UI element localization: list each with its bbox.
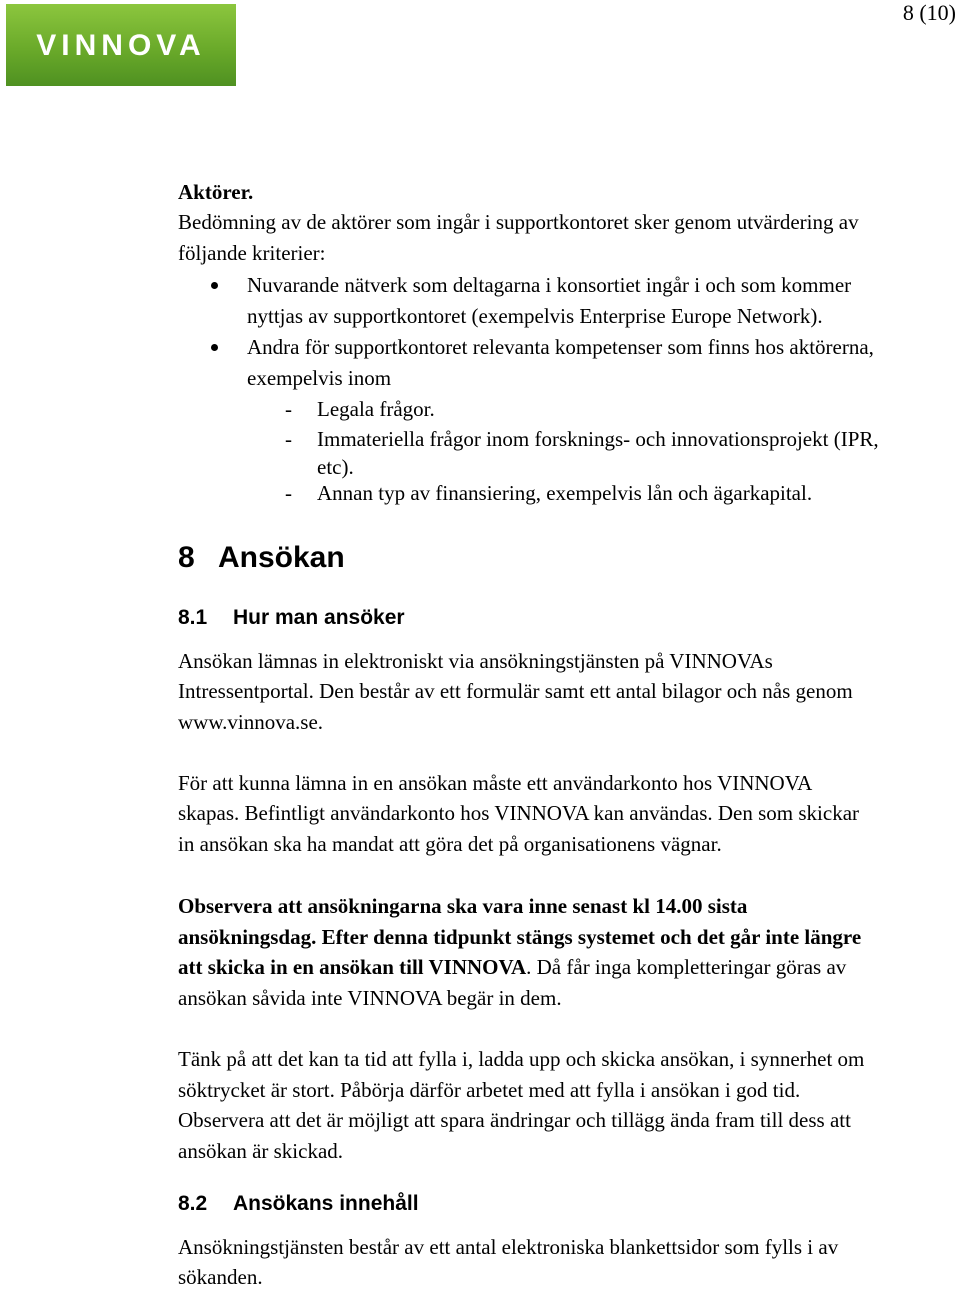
dash-item-2-line-1: Immateriella frågor inom forsknings- och innovationsprojekt (IPR, — [317, 427, 879, 451]
section-8-2-title: Ansökans innehåll — [233, 1192, 419, 1215]
para-4-line-2: söktrycket är stort. Påbörja därför arbetet med att fylla i ansökan i god tid. — [178, 1078, 801, 1102]
bullet-icon — [211, 344, 218, 351]
section-8-2-number: 8.2 — [178, 1192, 208, 1215]
notice-line-2: ansökningsdag. Efter denna tidpunkt stängs systemet och det går inte längre — [178, 925, 862, 949]
bullet-icon — [211, 282, 218, 289]
section-8-title: Ansökan — [218, 541, 345, 574]
actors-intro-line-1: Bedömning av de aktörer som ingår i supportkontoret sker genom utvärdering av — [178, 210, 859, 234]
actors-intro-line-2: följande kriterier: — [178, 241, 326, 265]
section-8-1-number: 8.1 — [178, 606, 208, 629]
dash-item-2-line-2: etc). — [317, 455, 354, 479]
bullet-1-line-2: nyttjas av supportkontoret (exempelvis Enterprise Europe Network). — [247, 304, 823, 328]
para-4-line-4: ansökan är skickad. — [178, 1139, 344, 1163]
actors-heading: Aktörer. — [178, 180, 254, 204]
para-2-line-3: in ansökan ska ha mandat att göra det på organisationens vägnar. — [178, 832, 722, 856]
section-8-1-title: Hur man ansöker — [233, 606, 405, 629]
para-1-line-3: www.vinnova.se. — [178, 710, 324, 734]
notice-line-4: ansökan såvida inte VINNOVA begär in dem. — [178, 986, 562, 1010]
vinnova-logo — [6, 4, 236, 86]
notice-line-1: Observera att ansökningarna ska vara inne senast kl 14.00 sista — [178, 894, 748, 918]
bullet-2-line-2: exempelvis inom — [247, 366, 392, 390]
svg-text:VINNOVA: VINNOVA — [36, 29, 206, 62]
dash-item-3: Annan typ av finansiering, exempelvis lån och ägarkapital. — [317, 481, 813, 505]
dash-icon: - — [285, 481, 292, 505]
dash-icon: - — [285, 397, 292, 421]
bullet-1-line-1: Nuvarande nätverk som deltagarna i konsortiet ingår i och som kommer — [247, 273, 852, 297]
section-8-number: 8 — [178, 541, 195, 574]
para-2-line-2: skapas. Befintligt användarkonto hos VINNOVA kan användas. Den som skickar — [178, 801, 860, 825]
bullet-2-line-1: Andra för supportkontoret relevanta kompetenser som finns hos aktörerna, — [247, 335, 874, 359]
page-number: 8 (10) — [902, 0, 956, 25]
notice-line-3-bold: att skicka in en ansökan till VINNOVA — [178, 955, 527, 979]
para-5-line-2: sökanden. — [178, 1265, 263, 1289]
para-2-line-1: För att kunna lämna in en ansökan måste ett användarkonto hos VINNOVA — [178, 771, 813, 795]
para-5-line-1: Ansökningstjänsten består av ett antal elektroniska blankettsidor som fylls i av — [178, 1235, 839, 1259]
para-4-line-3: Observera att det är möjligt att spara ändringar och tillägg ända fram till dess att — [178, 1108, 851, 1132]
para-1-line-1: Ansökan lämnas in elektroniskt via ansökningstjänsten på VINNOVAs — [178, 649, 773, 673]
vinnova-logo-wordmark — [21, 25, 221, 65]
para-4-line-1: Tänk på att det kan ta tid att fylla i, ladda upp och skicka ansökan, i synnerhet om — [178, 1047, 865, 1071]
para-1-line-2: Intressentportal. Den består av ett formulär samt ett antal bilagor och nås genom — [178, 679, 853, 703]
notice-line-3-rest: . Då får inga kompletteringar göras av — [526, 955, 847, 979]
dash-item-1: Legala frågor. — [317, 397, 435, 421]
dash-icon: - — [285, 427, 292, 451]
notice-line-3 — [178, 954, 846, 980]
